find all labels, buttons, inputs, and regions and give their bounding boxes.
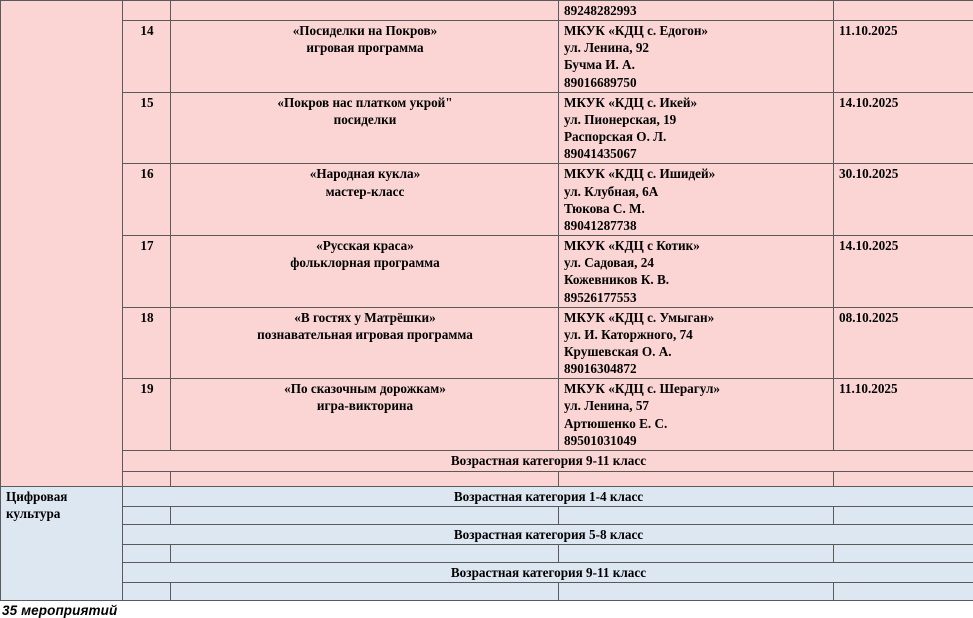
cell-date: 11.10.2025 (834, 21, 973, 93)
table-row-empty (1, 471, 973, 486)
cell-number: 19 (123, 379, 171, 451)
age-category-label: Возрастная категория 9-11 класс (123, 563, 973, 583)
table-row-empty (1, 545, 973, 563)
cell-number: 18 (123, 307, 171, 379)
age-category-label: Возрастная категория 1-4 класс (123, 486, 973, 506)
cell-date: 08.10.2025 (834, 307, 973, 379)
venue-contact-person: Бучма И. А. (564, 56, 829, 73)
cell-number-empty (123, 507, 171, 525)
cell-title (171, 92, 559, 164)
cell-venue-empty (559, 583, 834, 601)
cell-theme-merged (1, 1, 123, 487)
cell-title (171, 307, 559, 379)
cell-venue-empty (559, 471, 834, 486)
cell-title (171, 379, 559, 451)
venue-address: ул. Ленина, 92 (564, 39, 829, 56)
title-line-2: игровая программа (176, 39, 554, 56)
venue-phone: 89041435067 (564, 145, 829, 162)
cell-number: 16 (123, 164, 171, 236)
venue-phone: 89016689750 (564, 74, 829, 91)
cell-date-empty (834, 507, 973, 525)
venue-name: МКУК «КДЦ с. Икей» (564, 94, 829, 111)
cell-venue (559, 379, 834, 451)
cell-number-empty (123, 545, 171, 563)
cell-number-empty (123, 583, 171, 601)
title-line-2: фольклорная программа (176, 254, 554, 271)
title-line-1: «По сказочным дорожкам» (176, 380, 554, 397)
cell-venue-empty (559, 545, 834, 563)
venue-contact-person: Крушевская О. А. (564, 343, 829, 360)
cell-title-empty (171, 583, 559, 601)
table-row-event (1, 164, 973, 236)
venue-contact-person: Тюкова С. М. (564, 200, 829, 217)
title-line-2: посиделки (176, 111, 554, 128)
venue-contact-person: Артюшенко Е. С. (564, 415, 829, 432)
venue-phone: 89016304872 (564, 360, 829, 377)
cell-venue-phone: 89248282993 (559, 1, 834, 21)
venue-phone: 89041287738 (564, 217, 829, 234)
table-row-empty (1, 583, 973, 601)
theme-line-1: Цифровая (6, 488, 118, 505)
cell-date: 11.10.2025 (834, 379, 973, 451)
table-row-event (1, 307, 973, 379)
cell-date: 14.10.2025 (834, 236, 973, 308)
cell-title-empty (171, 545, 559, 563)
title-line-1: «Посиделки на Покров» (176, 22, 554, 39)
theme-line-2: культура (6, 505, 118, 522)
venue-phone: 89501031049 (564, 432, 829, 449)
cell-theme-digital-culture (1, 486, 123, 600)
cell-title-empty (171, 471, 559, 486)
title-line-1: «Народная кукла» (176, 165, 554, 182)
venue-address: ул. Пионерская, 19 (564, 111, 829, 128)
cell-venue (559, 92, 834, 164)
cell-title (171, 21, 559, 93)
table-row-age-category (1, 450, 973, 471)
total-events-note: 35 мероприятий (0, 601, 973, 618)
table-row-age-category (1, 486, 973, 506)
venue-name: МКУК «КДЦ с. Шерагул» (564, 380, 829, 397)
age-category-label: Возрастная категория 9-11 класс (123, 450, 973, 471)
venue-address: ул. Садовая, 24 (564, 254, 829, 271)
cell-venue (559, 21, 834, 93)
cell-venue (559, 236, 834, 308)
cell-number (123, 1, 171, 21)
venue-name: МКУК «КДЦ с Котик» (564, 237, 829, 254)
cell-date-empty (834, 583, 973, 601)
title-line-1: «Покров нас платком укрой" (176, 94, 554, 111)
venue-address: ул. И. Каторжного, 74 (564, 326, 829, 343)
cell-title (171, 1, 559, 21)
title-line-1: «В гостях у Матрёшки» (176, 309, 554, 326)
cell-date: 14.10.2025 (834, 92, 973, 164)
table-row-event (1, 21, 973, 93)
cell-title-empty (171, 507, 559, 525)
venue-contact-person: Распорская О. Л. (564, 128, 829, 145)
cell-number-empty (123, 471, 171, 486)
age-category-label: Возрастная категория 5-8 класс (123, 525, 973, 545)
venue-address: ул. Ленина, 57 (564, 397, 829, 414)
table-row-age-category (1, 563, 973, 583)
cell-number: 17 (123, 236, 171, 308)
cell-number: 14 (123, 21, 171, 93)
cell-date-empty (834, 545, 973, 563)
venue-address: ул. Клубная, 6А (564, 183, 829, 200)
cell-title (171, 164, 559, 236)
cell-date (834, 1, 973, 21)
title-line-2: игра-викторина (176, 397, 554, 414)
venue-name: МКУК «КДЦ с. Умыган» (564, 309, 829, 326)
table-row-event (1, 92, 973, 164)
table-row-partial-top (1, 1, 973, 21)
venue-name: МКУК «КДЦ с. Едогон» (564, 22, 829, 39)
table-row-event (1, 236, 973, 308)
cell-number: 15 (123, 92, 171, 164)
title-line-1: «Русская краса» (176, 237, 554, 254)
table-row-age-category (1, 525, 973, 545)
title-line-2: мастер-класс (176, 183, 554, 200)
venue-name: МКУК «КДЦ с. Ишидей» (564, 165, 829, 182)
cell-venue (559, 307, 834, 379)
table-row-event (1, 379, 973, 451)
venue-phone: 89526177553 (564, 289, 829, 306)
venue-contact-person: Кожевников К. В. (564, 271, 829, 288)
cell-date-empty (834, 471, 973, 486)
cell-venue (559, 164, 834, 236)
table-row-empty (1, 507, 973, 525)
title-line-2: познавательная игровая программа (176, 326, 554, 343)
table-body (1, 1, 973, 601)
cell-venue-empty (559, 507, 834, 525)
cell-date: 30.10.2025 (834, 164, 973, 236)
cell-title (171, 236, 559, 308)
